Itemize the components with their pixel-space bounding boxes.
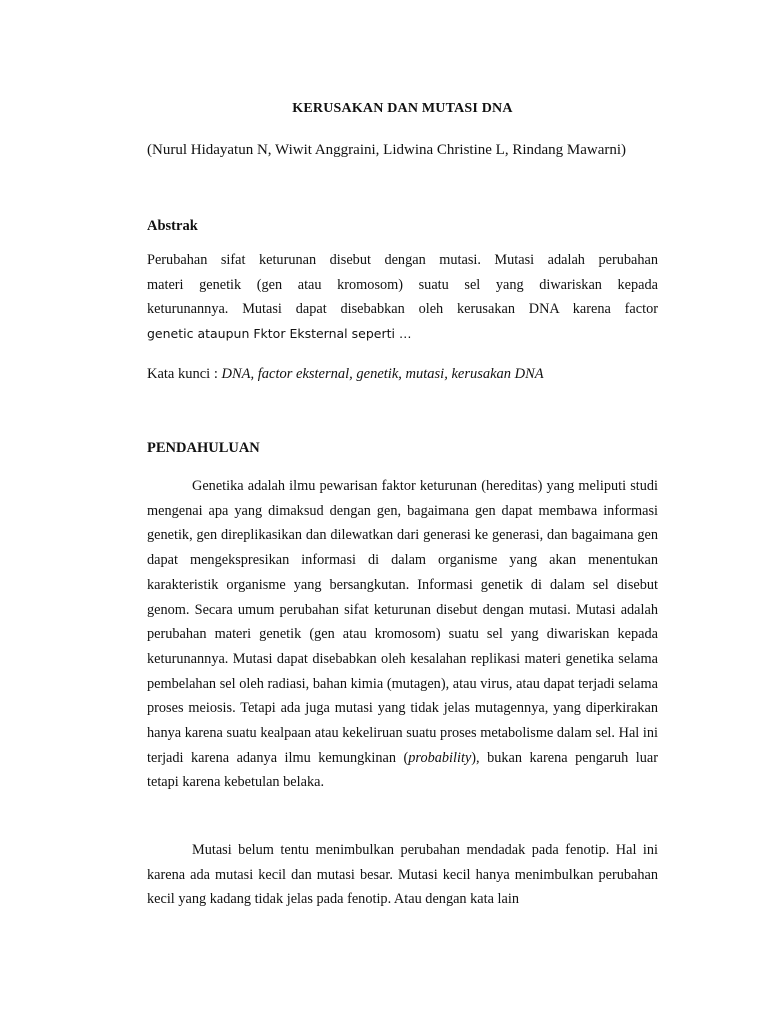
abstract-heading: Abstrak [147, 218, 198, 234]
paragraph-text: Genetika adalah ilmu pewarisan faktor keturunan (hereditas) yang meliputi studi mengenai apa yang dimaksud dengan gen, bagaimana gen dapat membawa informasi genetik, gen direplikasikan dan dilewatkan dari generasi ke generasi, dan bagaimana gen dapat mengekspresikan informasi di dalam organisme yang akan menentukan karakteristik organisme yang bersangkutan. Informasi genetik di dalam sel disebut genom. Secara umum perubahan sifat keturunan disebut dengan mutasi. Mutasi adalah perubahan materi genetik (gen atau kromosom) suatu sel yang diwariskan kepada keturunannya. Mutasi dapat disebabkan oleh kesalahan replikasi materi genetika selama pembelahan sel oleh radiasi, bahan kimia (mutagen), atau virus, atau dapat terjadi selama proses meiosis. Tetapi ada juga mutasi yang tidak jelas mutagennya, yang diperkirakan hanya karena suatu kealpaan atau kekeliruan suatu proses metabolisme dalam sel. Hal ini terjadi karena adanya ilmu kemungkinan ( [147, 478, 658, 766]
introduction-paragraph [147, 838, 658, 912]
keywords-list: DNA, factor eksternal, genetik, mutasi, kerusakan DNA [221, 366, 544, 382]
authors: (Nurul Hidayatun N, Wiwit Anggraini, Lidwina Christine L, Rindang Mawarni) [147, 142, 627, 158]
paragraph-text: ), bukan karena pengaruh luar tetapi karena kebetulan belaka. [147, 749, 658, 791]
abstract-line: keturunannya. Mutasi dapat disebabkan oleh kerusakan DNA karena factor [147, 301, 658, 318]
abstract-line: materi genetik (gen atau kromosom) suatu sel yang diwariskan kepada [147, 276, 658, 293]
abstract-line: genetic ataupun Fktor Eksternal seperti … [147, 326, 412, 342]
keywords-label: Kata kunci : [147, 366, 222, 382]
introduction-heading: PENDAHULUAN [147, 440, 260, 456]
introduction-paragraph [147, 474, 658, 795]
page-title: KERUSAKAN DAN MUTASI DNA [292, 101, 513, 116]
paragraph-text: Mutasi belum tentu menimbulkan perubahan mendadak pada fenotip. Hal ini karena ada mutasi kecil dan mutasi besar. Mutasi kecil hanya menimbulkan perubahan kecil yang kadang tidak jelas pada fenotip. Atau dengan kata lain [147, 842, 658, 908]
abstract-line: Perubahan sifat keturunan disebut dengan mutasi. Mutasi adalah perubahan [147, 252, 658, 268]
keywords [147, 366, 658, 383]
paragraph-italic: probability [408, 749, 472, 766]
abstract-text [147, 248, 658, 347]
